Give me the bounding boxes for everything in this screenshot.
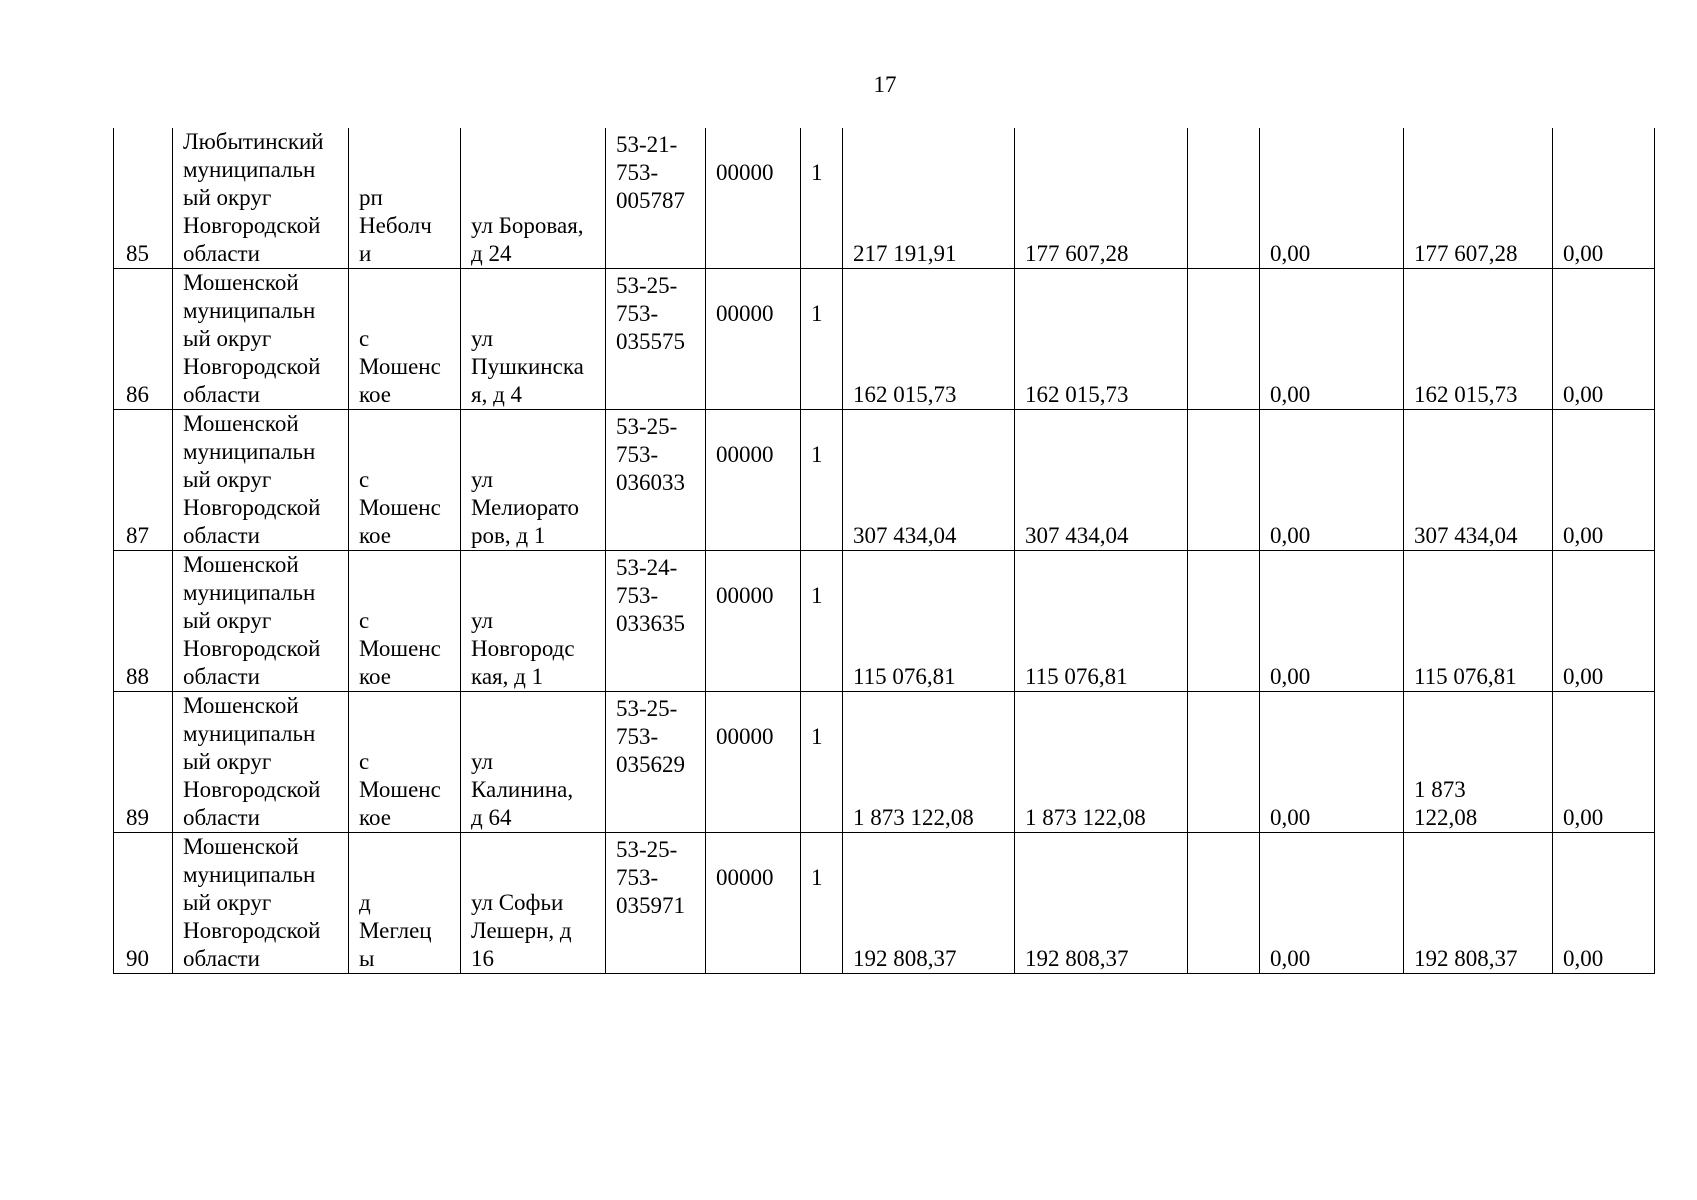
- value-3-cell: [1188, 833, 1260, 974]
- value-5-cell: 177 607,28: [1404, 128, 1553, 269]
- value-5-cell: 162 015,73: [1404, 269, 1553, 410]
- municipality-cell: Мошенской муниципальн ый округ Новгородской области: [173, 551, 349, 692]
- code-cell: 53-25- 753- 035971: [606, 833, 706, 974]
- row-number: 86: [114, 269, 173, 410]
- value-2-cell: 177 607,28: [1015, 128, 1188, 269]
- value-3-cell: [1188, 410, 1260, 551]
- zeros-cell: 00000: [706, 551, 801, 692]
- value-6-cell: 0,00: [1553, 128, 1655, 269]
- value-4-cell: 0,00: [1260, 410, 1404, 551]
- value-4-cell: 0,00: [1260, 551, 1404, 692]
- value-5-cell: 115 076,81: [1404, 551, 1553, 692]
- zeros-cell: 00000: [706, 269, 801, 410]
- value-3-cell: [1188, 269, 1260, 410]
- value-4-cell: 0,00: [1260, 692, 1404, 833]
- value-3-cell: [1188, 692, 1260, 833]
- zeros-cell: 00000: [706, 410, 801, 551]
- value-6-cell: 0,00: [1553, 833, 1655, 974]
- value-4-cell: 0,00: [1260, 128, 1404, 269]
- settlement-cell: с Мошенс кое: [349, 692, 461, 833]
- municipality-cell: Мошенской муниципальн ый округ Новгородской области: [173, 269, 349, 410]
- table-row: [114, 551, 1655, 692]
- municipality-cell: Мошенской муниципальн ый округ Новгородской области: [173, 833, 349, 974]
- count-cell: 1: [801, 833, 843, 974]
- value-1-cell: 192 808,37: [843, 833, 1015, 974]
- settlement-cell: с Мошенс кое: [349, 269, 461, 410]
- code-cell: 53-21- 753- 005787: [606, 128, 706, 269]
- count-cell: 1: [801, 128, 843, 269]
- value-2-cell: 115 076,81: [1015, 551, 1188, 692]
- data-table: [113, 128, 1655, 974]
- value-3-cell: [1188, 551, 1260, 692]
- address-cell: ул Калинина, д 64: [461, 692, 606, 833]
- value-2-cell: 192 808,37: [1015, 833, 1188, 974]
- value-1-cell: 115 076,81: [843, 551, 1015, 692]
- address-cell: ул Боровая, д 24: [461, 128, 606, 269]
- code-cell: 53-25- 753- 035629: [606, 692, 706, 833]
- value-1-cell: 1 873 122,08: [843, 692, 1015, 833]
- value-4-cell: 0,00: [1260, 833, 1404, 974]
- value-5-cell: 192 808,37: [1404, 833, 1553, 974]
- code-cell: 53-24- 753- 033635: [606, 551, 706, 692]
- address-cell: ул Мелиорато ров, д 1: [461, 410, 606, 551]
- value-6-cell: 0,00: [1553, 410, 1655, 551]
- value-3-cell: [1188, 128, 1260, 269]
- value-1-cell: 307 434,04: [843, 410, 1015, 551]
- page-number: 17: [873, 72, 897, 97]
- table-row: [114, 128, 1655, 269]
- municipality-cell: Мошенской муниципальн ый округ Новгородской области: [173, 410, 349, 551]
- address-cell: ул Софьи Лешерн, д 16: [461, 833, 606, 974]
- zeros-cell: 00000: [706, 833, 801, 974]
- value-6-cell: 0,00: [1553, 269, 1655, 410]
- address-cell: ул Новгородс кая, д 1: [461, 551, 606, 692]
- settlement-cell: с Мошенс кое: [349, 410, 461, 551]
- table-body: [114, 128, 1655, 974]
- row-number: 87: [114, 410, 173, 551]
- value-1-cell: 217 191,91: [843, 128, 1015, 269]
- value-4-cell: 0,00: [1260, 269, 1404, 410]
- count-cell: 1: [801, 551, 843, 692]
- settlement-cell: с Мошенс кое: [349, 551, 461, 692]
- address-cell: ул Пушкинска я, д 4: [461, 269, 606, 410]
- count-cell: 1: [801, 269, 843, 410]
- row-number: 88: [114, 551, 173, 692]
- row-number: 90: [114, 833, 173, 974]
- table-row: [114, 410, 1655, 551]
- row-number: 89: [114, 692, 173, 833]
- table-row: [114, 833, 1655, 974]
- value-6-cell: 0,00: [1553, 551, 1655, 692]
- count-cell: 1: [801, 410, 843, 551]
- value-2-cell: 1 873 122,08: [1015, 692, 1188, 833]
- settlement-cell: рп Неболч и: [349, 128, 461, 269]
- value-6-cell: 0,00: [1553, 692, 1655, 833]
- value-2-cell: 307 434,04: [1015, 410, 1188, 551]
- municipality-cell: Мошенской муниципальн ый округ Новгородской области: [173, 692, 349, 833]
- count-cell: 1: [801, 692, 843, 833]
- value-5-cell: 307 434,04: [1404, 410, 1553, 551]
- table-row: [114, 269, 1655, 410]
- code-cell: 53-25- 753- 035575: [606, 269, 706, 410]
- settlement-cell: д Меглец ы: [349, 833, 461, 974]
- value-2-cell: 162 015,73: [1015, 269, 1188, 410]
- value-5-cell: 1 873 122,08: [1404, 692, 1553, 833]
- code-cell: 53-25- 753- 036033: [606, 410, 706, 551]
- table-row: [114, 692, 1655, 833]
- zeros-cell: 00000: [706, 128, 801, 269]
- row-number: 85: [114, 128, 173, 269]
- zeros-cell: 00000: [706, 692, 801, 833]
- value-1-cell: 162 015,73: [843, 269, 1015, 410]
- municipality-cell: Любытинский муниципальн ый округ Новгородской области: [173, 128, 349, 269]
